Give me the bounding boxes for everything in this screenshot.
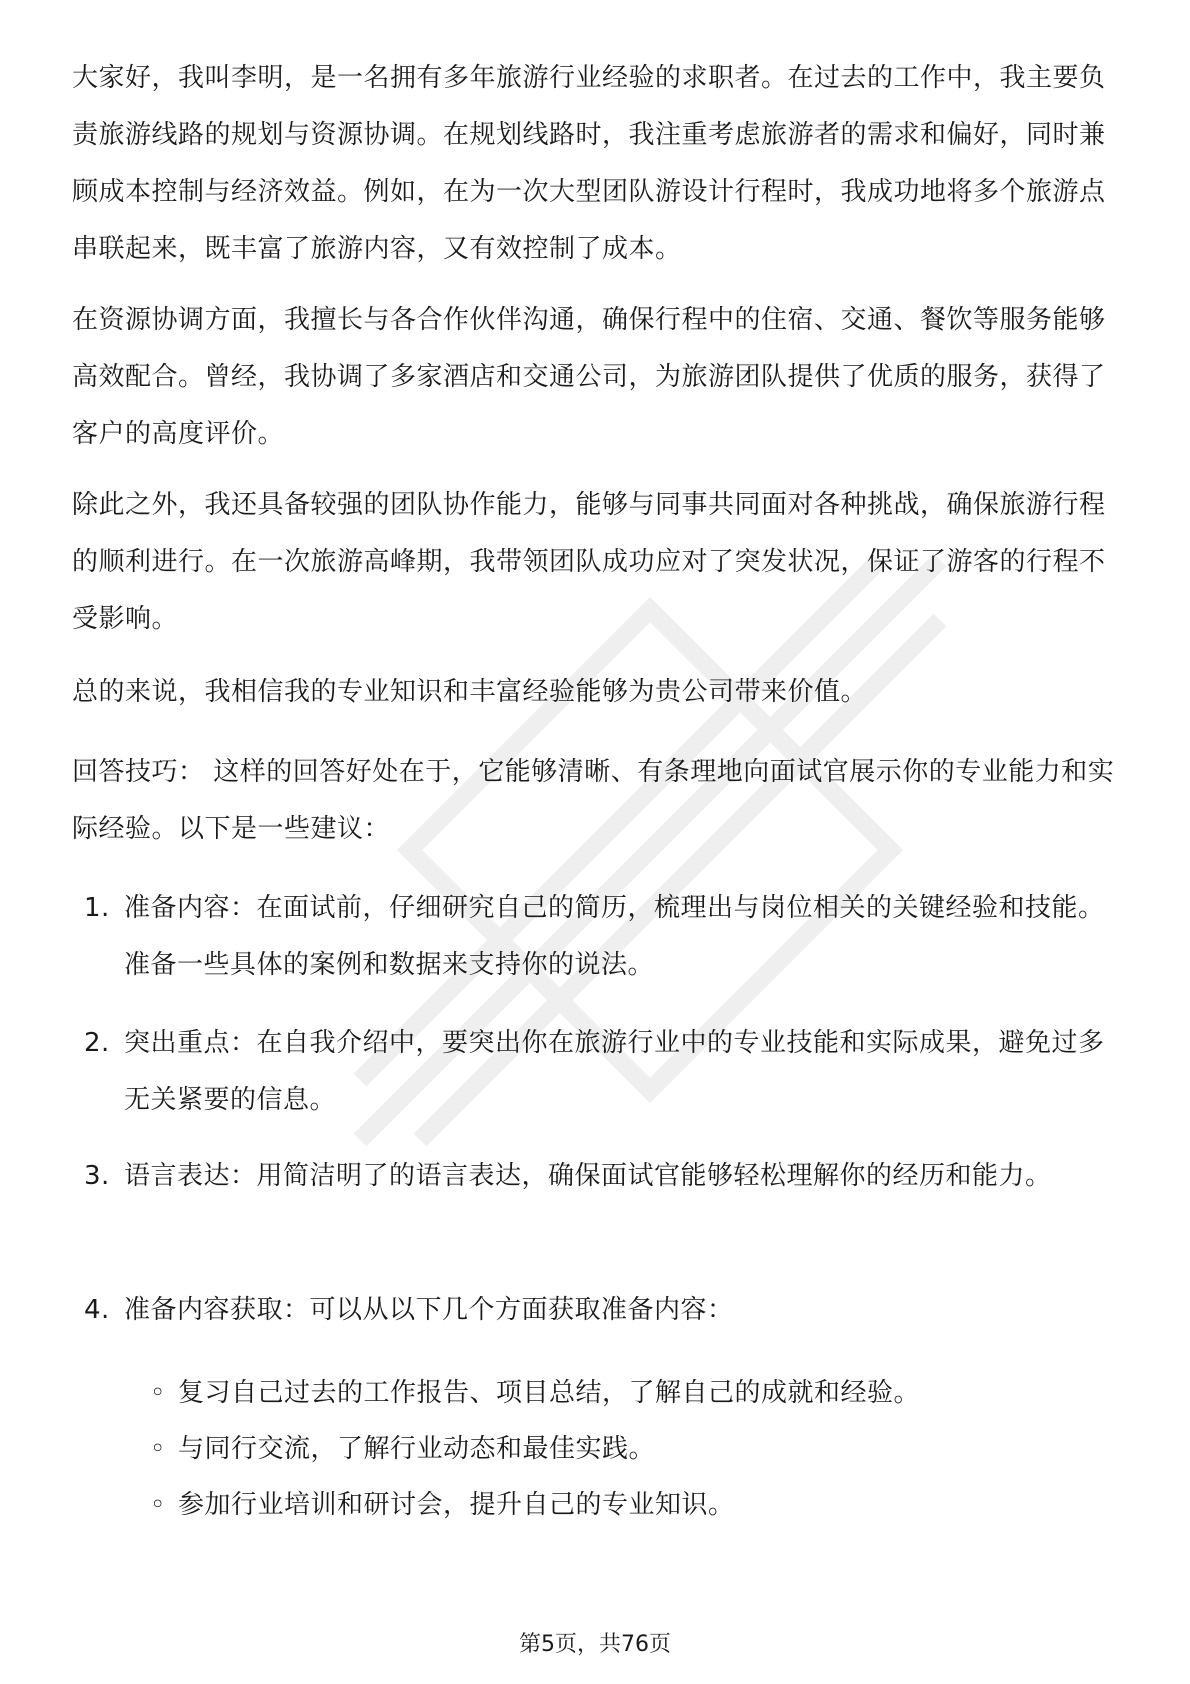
list-item-number: 3. <box>84 1161 110 1191</box>
list-item-number: 1. <box>84 893 110 923</box>
list-item-text: 语言表达：用简洁明了的语言表达，确保面试官能够轻松理解你的经历和能力。 <box>124 1161 1052 1191</box>
list-item <box>84 1015 1124 1129</box>
bullet-icon: ◦ <box>150 1434 166 1464</box>
paragraph-tips: 回答技巧： 这样的回答好处在于，它能够清晰、有条理地向面试官展示你的专业能力和实际经验。以下是一些建议： <box>72 757 1115 844</box>
paragraph-resources: 在资源协调方面，我擅长与各合作伙伴沟通，确保行程中的住宿、交通、餐饮等服务能够高效配合。曾经，我协调了多家酒店和交通公司，为旅游团队提供了优质的服务，获得了客户的高度评价。 <box>72 305 1106 449</box>
list-item <box>84 880 1124 994</box>
list-item-number: 4. <box>84 1295 110 1325</box>
page-number: 第5页，共76页 <box>519 1632 671 1657</box>
list-item <box>84 1148 1124 1205</box>
bullet-icon: ◦ <box>150 1378 166 1408</box>
bullet-item-text: 参加行业培训和研讨会，提升自己的专业知识。 <box>178 1490 735 1520</box>
paragraph-intro: 大家好，我叫李明，是一名拥有多年旅游行业经验的求职者。在过去的工作中，我主要负责旅游线路的规划与资源协调。在规划线路时，我注重考虑旅游者的需求和偏好，同时兼顾成本控制与经济效益。例如，在为一次大型团队游设计行程时，我成功地将多个旅游点串联起来，既丰富了旅游内容，又有效控制了成本。 <box>72 63 1106 264</box>
bullet-item <box>150 1482 1110 1528</box>
list-item-text: 准备内容获取：可以从以下几个方面获取准备内容： <box>124 1295 734 1325</box>
bullet-item <box>150 1426 1110 1472</box>
bullet-item <box>150 1370 1110 1416</box>
paragraph-summary: 总的来说，我相信我的专业知识和丰富经验能够为贵公司带来价值。 <box>72 677 868 707</box>
paragraph-teamwork: 除此之外，我还具备较强的团队协作能力，能够与同事共同面对各种挑战，确保旅游行程的顺利进行。在一次旅游高峰期，我带领团队成功应对了突发状况，保证了游客的行程不受影响。 <box>72 490 1106 634</box>
list-item <box>84 1282 1124 1339</box>
list-item-text: 突出重点：在自我介绍中，要突出你在旅游行业中的专业技能和实际成果，避免过多无关紧要的信息。 <box>124 1028 1105 1115</box>
bullet-item-text: 复习自己过去的工作报告、项目总结，了解自己的成就和经验。 <box>178 1378 921 1408</box>
list-item-text: 准备内容：在面试前，仔细研究自己的简历，梳理出与岗位相关的关键经验和技能。准备一些具体的案例和数据来支持你的说法。 <box>124 893 1105 980</box>
list-item-number: 2. <box>84 1028 110 1058</box>
bullet-item-text: 与同行交流，了解行业动态和最佳实践。 <box>178 1434 656 1464</box>
bullet-icon: ◦ <box>150 1490 166 1520</box>
